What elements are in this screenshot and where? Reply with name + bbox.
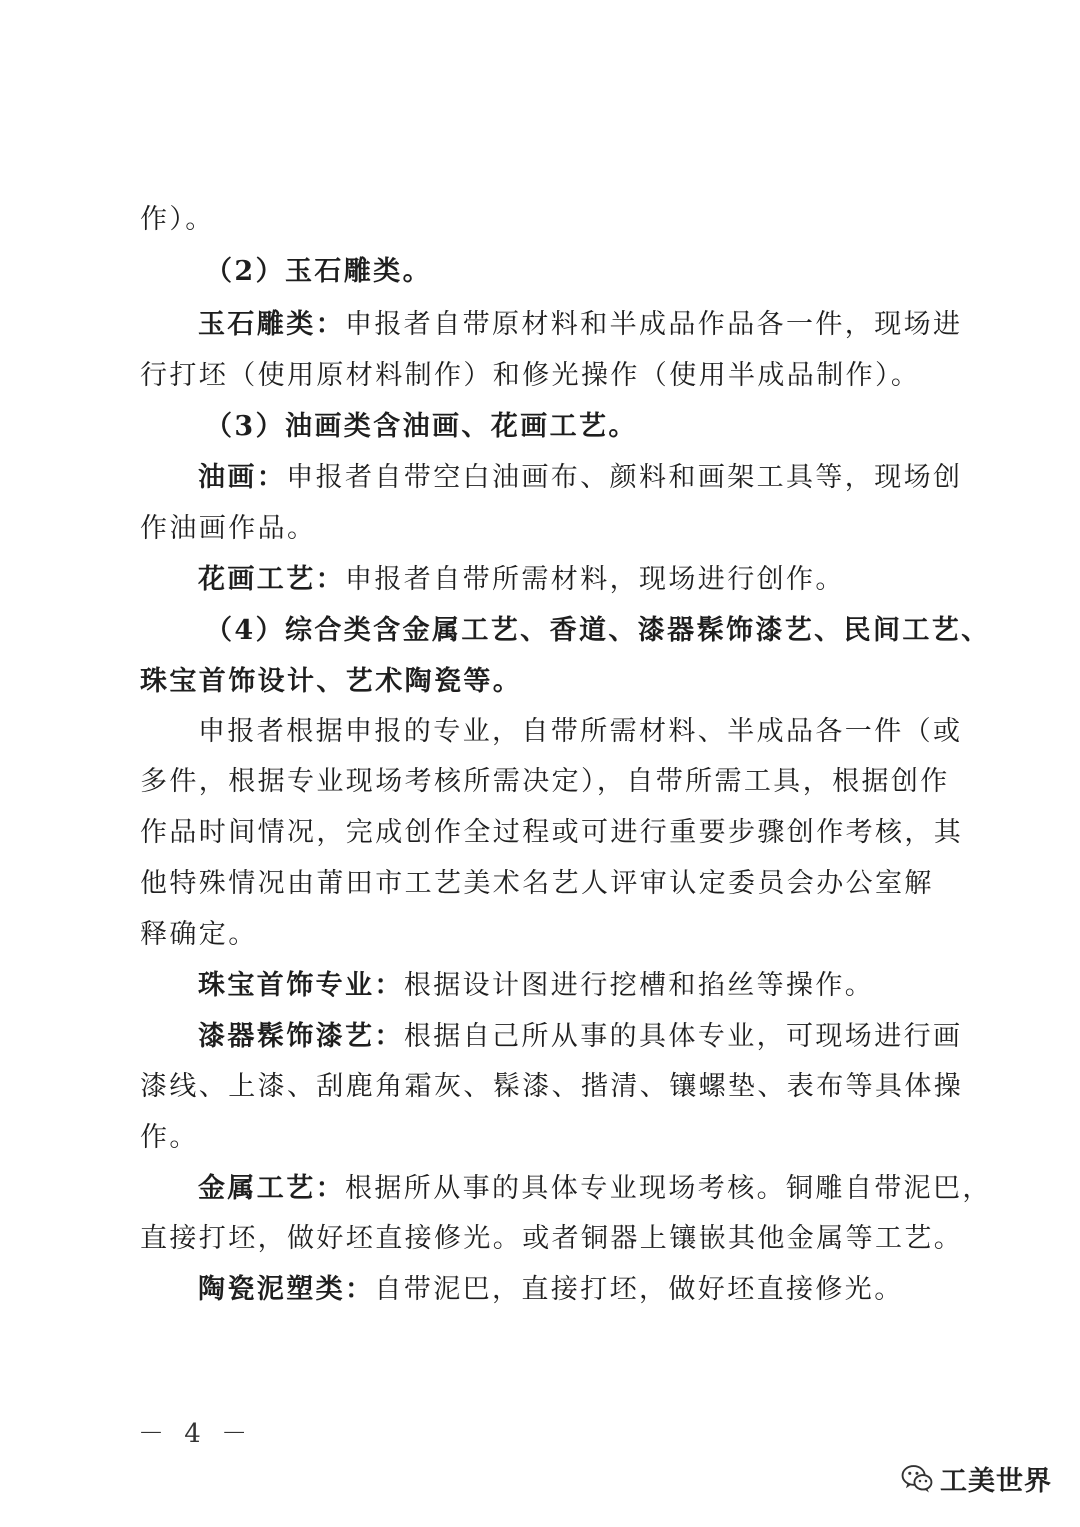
section-heading (205, 409, 940, 445)
term-label: 油画： (198, 462, 287, 493)
line-text: 作）。 (140, 204, 215, 235)
paragraph-line (198, 307, 963, 343)
text-line (140, 917, 940, 953)
text-line (140, 1069, 964, 1105)
line-text: 申报者自带空白油画布、颜料和画架工具等，现场创 (286, 462, 963, 493)
line-text: 申报者自带原材料和半成品作品各一件，现场进 (345, 309, 963, 340)
text-line (140, 511, 940, 547)
line-text: 根据自己所从事的具体专业，可现场进行画 (403, 1021, 963, 1052)
term-label: 漆器髹饰漆艺： (198, 1021, 404, 1052)
paragraph-line (198, 714, 963, 750)
line-text: 根据所从事的具体专业现场考核。铜雕自带泥巴， (345, 1173, 992, 1204)
text-line (140, 764, 950, 800)
watermark (900, 1454, 1070, 1502)
term-label: 陶瓷泥塑类： (198, 1274, 375, 1305)
heading-text: （2）玉石雕类。 (205, 256, 432, 287)
line-text: 释确定。 (140, 919, 258, 950)
term-label: 金属工艺： (198, 1173, 345, 1204)
term-label: 玉石雕类： (198, 309, 345, 340)
section-heading (205, 254, 940, 290)
line-text: 自带泥巴，直接打坯，做好坯直接修光。 (374, 1274, 904, 1305)
heading-text: （4）综合类含金属工艺、香道、漆器髹饰漆艺、民间工艺、 (205, 615, 991, 646)
line-text: 作油画作品。 (140, 513, 317, 544)
text-line (140, 815, 964, 851)
line-text: 多件，根据专业现场考核所需决定），自带所需工具，根据创作 (140, 766, 950, 797)
line-text: 直接打坯，做好坯直接修光。或者铜器上镶嵌其他金属等工艺。 (140, 1223, 964, 1254)
watermark-label: 工美世界 (940, 1465, 1052, 1497)
line-text: 作。 (140, 1122, 199, 1153)
text-line (140, 1120, 940, 1156)
section-heading (205, 613, 991, 649)
paragraph-line (198, 562, 940, 598)
wechat-icon (900, 1461, 934, 1495)
paragraph-line (198, 1171, 992, 1207)
text-line (140, 866, 940, 902)
line-text: 根据设计图进行挖槽和掐丝等操作。 (403, 970, 875, 1001)
paragraph-line (198, 460, 963, 496)
line-text: 他特殊情况由莆田市工艺美术名艺人评审认定委员会办公室解 (140, 868, 934, 899)
section-heading-continued (140, 664, 940, 700)
heading-text: （3）油画类含油画、花画工艺。 (205, 411, 638, 442)
term-label: 花画工艺： (198, 564, 345, 595)
line-text: 申报者自带所需材料，现场进行创作。 (345, 564, 845, 595)
line-text: 申报者根据申报的专业，自带所需材料、半成品各一件（或 (198, 716, 963, 747)
term-label: 珠宝首饰专业： (198, 970, 404, 1001)
text-line (140, 358, 940, 394)
paragraph-line (198, 1272, 940, 1308)
paragraph-line (198, 968, 940, 1004)
text-line (140, 1221, 964, 1257)
line-text: 作品时间情况，完成创作全过程或可进行重要步骤创作考核，其 (140, 817, 964, 848)
paragraph-line (198, 1019, 963, 1055)
line-text: 行打坯（使用原材料制作）和修光操作（使用半成品制作）。 (140, 360, 921, 391)
heading-text: 珠宝首饰设计、艺术陶瓷等。 (140, 666, 523, 697)
line-text: 漆线、上漆、刮鹿角霜灰、髹漆、揩清、镶螺垫、表布等具体操 (140, 1071, 964, 1102)
text-line (140, 202, 940, 238)
page-number: － 4 － (138, 1419, 254, 1449)
